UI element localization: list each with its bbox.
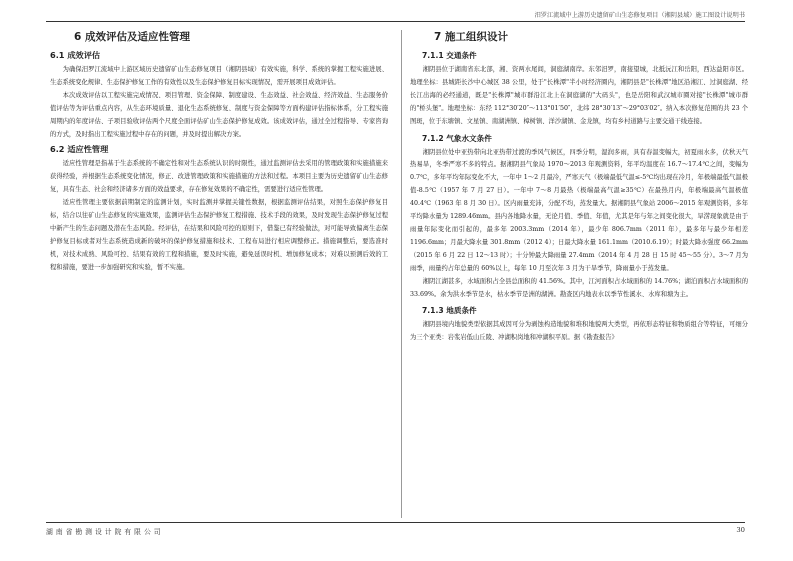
right-column xyxy=(410,30,748,518)
section-6-1-paragraph-2: 本次成效评估以工程实施完成情况、项目管理、资金保障、制度建设、生态效益、社会效益、经济效益、生态服务价值评估等为评估重点内容，从生态环境质量、退化生态系统修复、制度与资金保障等方面构建评估指标体系，分工程实施周期内的年度评估、子项目验收评估两个尺度全面评估矿山生态保护修复成效。该成效评估，通过全过程指导、专家咨询的方式，及时指出工程实施过程中存在的问题，并及时提出解决方案。 xyxy=(50,91,388,138)
section-6-1-paragraph-1: 为确保汨罗江流域中上游区域历史遗留矿山生态修复项目（湘阴县域）有效实施，科学、系统的掌握工程实施进展、生态系统变化规律、生态保护修复工作的有效性以及生态保护修复目标实现情况，需开展项目成效评估。 xyxy=(50,66,388,86)
section-6-2-paragraph-2: 适应性管理主要依据前期制定的监测计划，实时监测并掌握关键性数据，根据监测评估结果，对照生态保护修复目标，结合以往矿山生态修复的实施效果，监测评估生态保护修复工程措施、技术手段的效果，及时发现生态保护修复过程中新产生的生态问题及潜在生态风险。经评估，在结果和风险可控的原则下，借鉴已有经验做法，对可能导致偏离生态保护修复目标或者对生态系统造成新的破坏的保护修复措施和技术、工程布局进行相应调整修正。措施调整后，要选准时机，对技术成熟、风险可控、结果有效的工程和措施，要及时实施，避免延误时机、增加修复成本；对难以预测后效的工程和措施，要进一步加强研究和实验，暂不实施。 xyxy=(50,199,388,271)
section-6-1-title: 6.1 成效评估 xyxy=(50,50,101,60)
section-7-1-3-paragraph: 湘阴县境内地貌类型依据其成因可分为剥蚀构造地貌和堆积地貌两大类型，再依形态特征和物质组合等特征，可细分为三个亚类：岩浆岩低山丘陵、冲湖积岗地和冲湖积平原。据《勘查报告》 xyxy=(410,321,748,342)
section-7-1-2-title: 7.1.2 气象水文条件 xyxy=(422,133,492,143)
section-7-1-1-title: 7.1.1 交通条件 xyxy=(422,51,477,60)
section-6-2-paragraph-1: 适应性管理是指基于生态系统的不确定性和对生态系统认识的时限性，通过监测评估去采用的管理政策和实施措施来获得经验，并根据生态系统变化情况，修正、改进管理政策和实施措施的方法和过程。本项目主要为历史遗留矿山生态修复，具有生态、社会和经济诸多方面的效益要求，存在修复效果的不确定性，需要进行适应性管理。 xyxy=(50,160,388,194)
running-header: 汨罗江流域中上游历史遗留矿山生态修复项目（湘阴县域）施工图设计说明书 xyxy=(534,12,745,19)
section-7-1-3-title: 7.1.3 地质条件 xyxy=(422,306,477,316)
column-divider xyxy=(401,30,402,518)
footer-company: 湖南省勘测设计院有限公司 xyxy=(46,528,164,536)
left-column xyxy=(50,30,388,518)
footer-rule xyxy=(46,522,745,523)
chapter-7-title: 7 施工组织设计 xyxy=(434,31,508,43)
section-7-1-2-paragraph-1: 湘阴县位处中亚热带向北亚热带过渡的季风气候区，四季分明，湿润多雨，具有春温变幅大，初夏雨水多，伏秋天气热易旱，冬季严寒不多的特点。据湘阴县气象局 1970～2013 年观测资料，年平均温度在 16.7～17.4℃之间，变幅为 0.7℃，多年平均年际变化不大，一年中 1～2 月最冷，严寒天气（极端最低气温≤-5℃均出现在冷月，年极端最低气温极值-8.5℃（1957 年 7 月 27 日）。一年中 7～8 月最热（极端最高气温≥35℃）在最热月内，年极端最高气温极值 40.4℃（1963 年 8 月 30 日）。区内雨量充沛，分配不均，蒸发量大。据湘阴县气象站 2006～2015 年观测资料，多年平均降水量为 1289.46mm。县内各地降水量，无论月值、季值、年值，尤其是年与年之间变化很大，旱涝现象就是由于雨量年际变化而引起的，最多年 2003.3mm（2014 年），最少年 806.7mm（2011 年），最多年与最少年相差 1196.6mm；月最大降水量 301.8mm（2012 4）；日最大降水量 161.1mm（2010.6.19）；时最大降水强度 66.2mm（2015 年 6 月 22 日 12～13 时）；十分钟最大降雨量 27.4mm（2014 年 4 月 28 日 15 时 45～55 分）。3～7 月为雨季，雨量约占年总量的 60%以上，每年 10 月至次年 3 月为干旱季节，降雨量小于蒸发量。 xyxy=(410,148,748,272)
section-7-1-1-paragraph: 湘阴县位于湖南省东北部，湘、资两水尾闾，洞庭湖南岸。东邻汨罗，南接望城，北抵沅江和岳阳，西达益阳市区。地理坐标：县城距长沙中心城区 38 公里，处于"长株潭"半小时经济圈内，湘阴县是"长株潭"地区沿湘江、过洞庭湖、经长江出海的必经通道，既是"长株潭"城市群沿江北上在洞庭湖的"大码头"，也是岳阳和武汉城市圈对接"长株潭"城市群的"桥头堡"。地理坐标：东经 112°30′20″～113°01′50″，北纬 28°30′13″～29°03′02″。纳入本次修复范围的共 23 个图斑，位于东塘镇、文星镇、南湖洲镇、樟树镇、洋沙湖镇、金龙镇，均有乡村道路与主要交通干线连接。 xyxy=(410,66,748,125)
header-rule xyxy=(46,21,745,22)
section-7-1-2-paragraph-2: 湘阴江湖甚多，水域面积占全县总面积的 41.56%。其中，江河面积占水域面积的 14.76%；湖泊面积占水域面积的 33.69%。余为洪水季节是水，枯水季节是洲的湖洲。勘查区内地表水以季节性溪水、水库和塘为主。 xyxy=(410,277,748,298)
page-number: 30 xyxy=(736,526,745,534)
section-6-2-title: 6.2 适应性管理 xyxy=(50,144,109,155)
chapter-6-title: 6 成效评估及适应性管理 xyxy=(74,31,190,43)
